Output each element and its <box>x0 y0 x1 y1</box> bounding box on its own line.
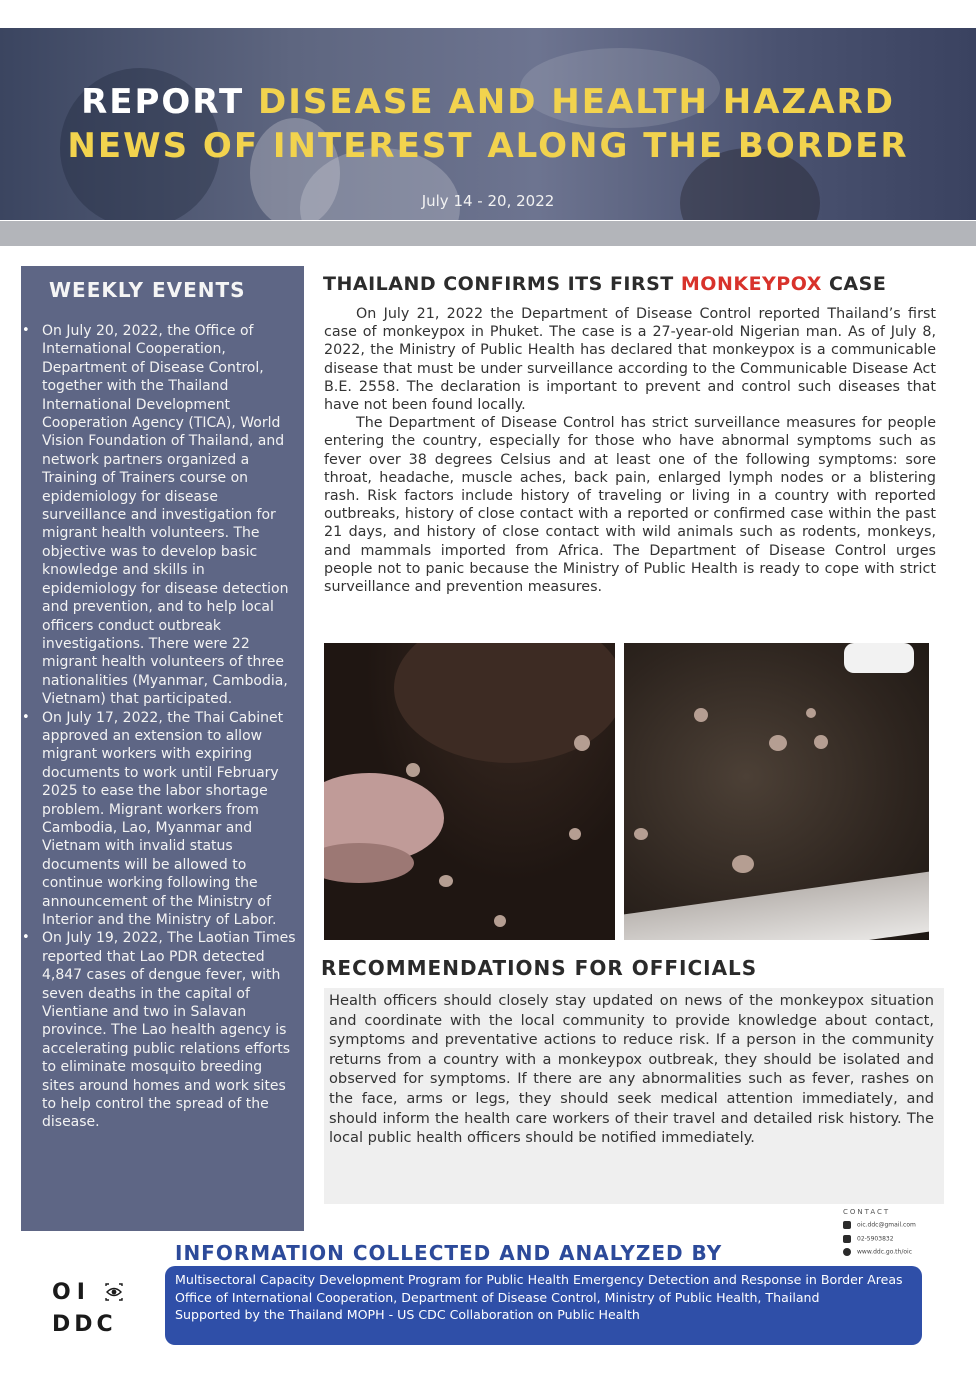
monkeypox-face-photo <box>324 643 615 940</box>
contact-phone[interactable] <box>843 1235 894 1243</box>
report-title-report: REPORT <box>81 82 245 122</box>
article-title-start: THAILAND CONFIRMS ITS FIRST <box>323 273 681 295</box>
photo-shape <box>569 828 581 840</box>
bullet-icon: • <box>22 709 30 725</box>
article-paragraph: The Department of Disease Control has strict surveillance measures for people entering the country, especially for those who have abnormal symptoms such as fever over 38 degrees Celsius and at least one of the following symptoms: sore throat, headache, muscle aches, back pain, enlarged lymph nodes or a blistering rash. Risk factors include history of traveling or living in a country with reported outbreaks, history of close contact with a reported or confirmed case within the past 21 days, and history of close contact with wild animals such as rodents, monkeys, and mammals imported from Africa. The Department of Disease Control urges people not to panic because the Ministry of Public Health is ready to cope with strict surveillance and prevention measures. <box>324 415 936 596</box>
photo-shape <box>634 828 648 840</box>
photo-shape <box>324 843 414 883</box>
report-date: July 14 - 20, 2022 <box>421 192 555 210</box>
header-divider-bar <box>0 221 976 246</box>
recommendations-heading: RECOMMENDATIONS FOR OFFICIALS <box>321 956 758 980</box>
header-banner <box>0 28 976 220</box>
logo-line2: DDC <box>52 1312 117 1337</box>
weekly-event-text: On July 19, 2022, The Laotian Times reported that Lao PDR detected 4,847 cases of dengue fever, with seven deaths in the capital of Vientiane and two in Salavan province. The Lao health agency is accelerating public relations efforts to eliminate mosquito breeding sites around homes and work sites to help control the spread of the disease. <box>42 930 296 1131</box>
photo-shape <box>439 875 453 887</box>
report-title-line1 <box>0 80 976 124</box>
contact-email[interactable] <box>843 1221 916 1229</box>
bullet-icon: • <box>22 930 30 946</box>
article-title-highlight: MONKEYPOX <box>680 273 822 295</box>
photo-shape <box>769 735 787 751</box>
photo-shape <box>694 708 708 722</box>
footer-program-line: Multisectoral Capacity Development Program for Public Health Emergency Detection and Response in Border Areas <box>175 1272 903 1287</box>
photo-shape <box>844 643 914 673</box>
weekly-event-text: On July 20, 2022, the Office of International Cooperation, Department of Disease Control, together with the Thailand International Development Cooperation Agency (TICA), World Vision Foundation of Thailand, and network partners organized a Training of Trainers course on epidemiology for disease surveillance and investigation for migrant health volunteers. The objective was to develop basic knowledge and skills in epidemiology for disease detection and prevention, and to help local officers conduct outbreak investigations. There were 22 migrant health volunteers of three nationalities (Myanmar, Cambodia, Vietnam) that participated. <box>42 323 289 708</box>
footer-office-line: Office of International Cooperation, Department of Disease Control, Ministry of Public Health, Thailand <box>175 1289 820 1305</box>
report-title-line2: NEWS OF INTEREST ALONG THE BORDER <box>67 126 909 166</box>
weekly-event-text: On July 17, 2022, the Thai Cabinet approved an extension to allow migrant workers with expiring documents to work until February 2025 to ease the labor shortage problem. Migrant workers from Cambodia, Lao, Myanmar and Vietnam with invalid status documents will be allowed to continue working following the announcement of the Ministry of Interior and the Ministry of Labor. <box>42 709 284 928</box>
contact-website[interactable] <box>843 1248 912 1256</box>
photo-shape <box>732 855 754 873</box>
photo-shape <box>806 708 816 718</box>
weekly-events-list <box>21 322 304 1132</box>
photo-shape <box>494 915 506 927</box>
photo-shape <box>406 763 420 777</box>
phone-icon <box>843 1235 851 1243</box>
weekly-events-panel <box>21 266 304 1231</box>
footer-info-box <box>165 1266 922 1345</box>
article-paragraph: On July 21, 2022 the Department of Disease Control reported Thailand’s first case of monkeypox in Phuket. The case is a 27-year-old Nigerian man. As of July 8, 2022, the Ministry of Public Health has declared that monkeypox is a communicable disease that must be under surveillance according to the Communicable Disease Act B.E. 2558. The declaration is important to prevent and control such diseases that have not been found locally. <box>324 306 936 414</box>
photo-shape <box>624 872 929 940</box>
article-title <box>323 273 886 295</box>
report-title-topic: DISEASE AND HEALTH HAZARD <box>257 82 895 122</box>
article-body <box>324 305 936 596</box>
footer-heading: INFORMATION COLLECTED AND ANALYZED BY <box>175 1241 723 1265</box>
article-title-end: CASE <box>821 273 887 295</box>
email-icon <box>843 1221 851 1229</box>
weekly-event-item <box>21 322 304 709</box>
monkeypox-neck-photo <box>624 643 929 940</box>
globe-icon <box>843 1248 851 1256</box>
footer-support-line: Supported by the Thailand MOPH - US CDC Collaboration on Public Health <box>175 1307 640 1322</box>
contact-phone-text: 02-5903832 <box>857 1235 894 1243</box>
photo-shape <box>814 735 828 749</box>
logo-line1: OI <box>52 1280 91 1305</box>
contact-email-text: oic.ddc@gmail.com <box>857 1221 916 1229</box>
weekly-event-item <box>21 929 304 1131</box>
eye-icon <box>104 1282 124 1302</box>
contact-website-text: www.ddc.go.th/oic <box>857 1248 912 1256</box>
contact-label: CONTACT <box>843 1208 891 1216</box>
photo-shape <box>574 735 590 751</box>
recommendations-text: Health officers should closely stay updated on news of the monkeypox situation and coordinate with the local community to provide knowledge about contact, symptoms and preventative actions to reduce risk. If a person in the community returns from a country with a monkeypox outbreak, they should be isolated and observed for symptoms. If there are any abnormalities such as fever, rashes on the face, arms or legs, they should seek medical attention immediately, and should inform the health care workers of their travel and detailed risk history. The local public health officers should be notified immediately. <box>324 988 944 1204</box>
weekly-events-heading: WEEKLY EVENTS <box>49 278 246 302</box>
weekly-event-item <box>21 709 304 930</box>
bullet-icon: • <box>22 323 30 338</box>
